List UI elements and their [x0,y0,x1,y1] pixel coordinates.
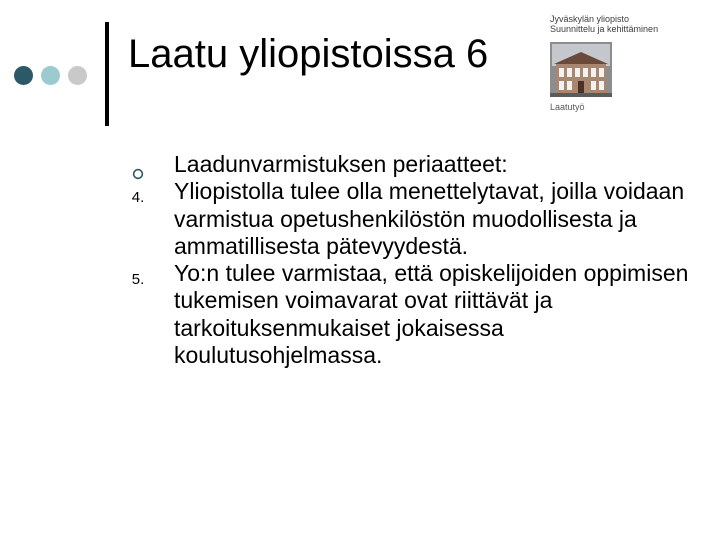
logo-caption: Laatutyö [550,102,585,112]
logo-university-name: Jyväskylän yliopisto [550,14,630,24]
list-item-number: 4. [131,189,145,207]
list-item-text: Yliopistolla tulee olla menettelytavat, joilla voidaan varmistua opetushenkilöstön muodollisesta ja ammatillisesta pätevyydestä. [174,178,685,259]
list-item [118,151,698,178]
list-item [118,260,698,369]
university-logo [550,14,680,112]
light-teal-dot [41,66,60,85]
gray-dot [68,66,87,85]
slide-body [118,151,698,369]
list-item-number: 5. [131,271,145,289]
dark-teal-dot [14,66,33,85]
logo-department-name: Suunnittelu ja kehittäminen [550,24,659,34]
list-item-text: Yo:n tulee varmistaa, että opiskelijoiden oppimisen tukemisen voimavarat ovat riittävät ja tarkoituksenmukaiset jokaisessa koulutusohjelmassa. [174,260,689,369]
list-item [118,178,698,260]
building-photo-icon [550,42,612,97]
slide-title: Laatu yliopistoissa 6 [128,32,489,76]
decorative-dots [14,66,96,86]
list-item-text: Laadunvarmistuksen periaatteet: [174,151,508,177]
title-divider [105,22,109,126]
